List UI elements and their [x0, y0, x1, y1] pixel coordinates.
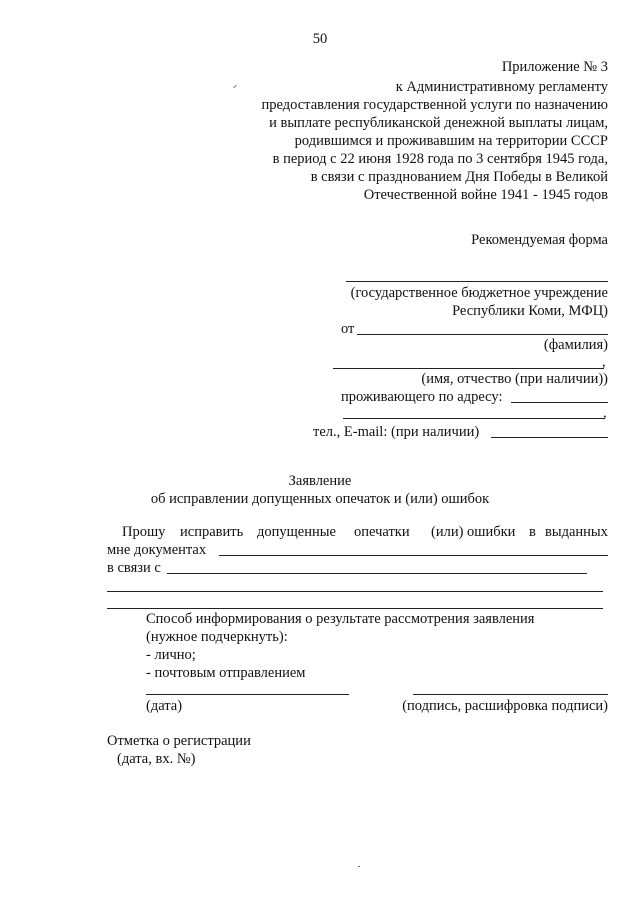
appendix-line: в период с 22 июня 1928 года по 3 сентября 1945 года, — [272, 151, 608, 167]
from-label: от — [341, 321, 355, 337]
request-word: исправить — [180, 524, 244, 540]
reason-line-2[interactable] — [107, 591, 603, 592]
comma: , — [603, 405, 607, 421]
address-label: проживающего по адресу: — [341, 389, 503, 405]
notification-title: Способ информирования о результате рассмотрения заявления — [146, 611, 535, 627]
request-word: допущенные — [257, 524, 336, 540]
reason-label: в связи с — [107, 560, 161, 576]
appendix-line: предоставления государственной услуги по назначению — [261, 97, 608, 113]
institution-caption: Республики Коми, МФЦ) — [452, 303, 608, 319]
documents-line[interactable] — [219, 555, 608, 556]
surname-caption: (фамилия) — [543, 337, 608, 353]
name-caption: (имя, отчество (при наличии)) — [421, 371, 608, 387]
scan-mark — [233, 85, 237, 88]
statement-subtitle: об исправлении допущенных опечаток и (или) ошибок — [150, 491, 490, 507]
appendix-line: Отечественной войне 1941 - 1945 годов — [363, 187, 608, 203]
request-word: выданных — [545, 524, 608, 540]
documents-label: мне документах — [107, 542, 207, 558]
comma: , — [602, 354, 606, 370]
notification-option-post[interactable]: - почтовым отправлением — [146, 665, 306, 681]
statement-title: Заявление — [288, 473, 352, 489]
contacts-label: тел., E-mail: (при наличии) — [313, 424, 480, 440]
contacts-line[interactable] — [491, 437, 608, 438]
notification-option-in-person[interactable]: - лично; — [146, 647, 196, 663]
reason-line-3[interactable] — [107, 608, 603, 609]
address-line[interactable] — [511, 402, 608, 403]
date-line[interactable] — [146, 694, 349, 695]
appendix-line: в связи с празднованием Дня Победы в Великой — [310, 169, 608, 185]
date-caption: (дата) — [146, 698, 183, 714]
registration-details: (дата, вх. №) — [117, 751, 196, 767]
appendix-title: Приложение № 3 — [501, 59, 608, 75]
request-word: в — [529, 524, 536, 540]
appendix-line: родившимся и проживавшим на территории СССР — [294, 133, 608, 149]
request-word: опечатки — [354, 524, 410, 540]
signature-line[interactable] — [413, 694, 608, 695]
surname-line[interactable] — [357, 334, 608, 335]
institution-caption: (государственное бюджетное учреждение — [350, 285, 608, 301]
scan-mark — [358, 866, 360, 867]
notification-hint: (нужное подчеркнуть): — [146, 629, 288, 645]
registration-title: Отметка о регистрации — [107, 733, 251, 749]
appendix-line: к Административному регламенту — [395, 79, 608, 95]
page-number: 50 — [312, 31, 328, 47]
request-word: Прошу — [122, 524, 166, 540]
institution-line[interactable] — [346, 281, 608, 282]
request-word: (или) ошибки — [431, 524, 516, 540]
appendix-line: и выплате республиканской денежной выплаты лицам, — [269, 115, 608, 131]
name-line[interactable] — [333, 368, 604, 369]
reason-line[interactable] — [167, 573, 587, 574]
signature-caption: (подпись, расшифровка подписи) — [402, 698, 608, 714]
recommended-form-label: Рекомендуемая форма — [471, 232, 608, 248]
address-line-2[interactable] — [343, 418, 605, 419]
